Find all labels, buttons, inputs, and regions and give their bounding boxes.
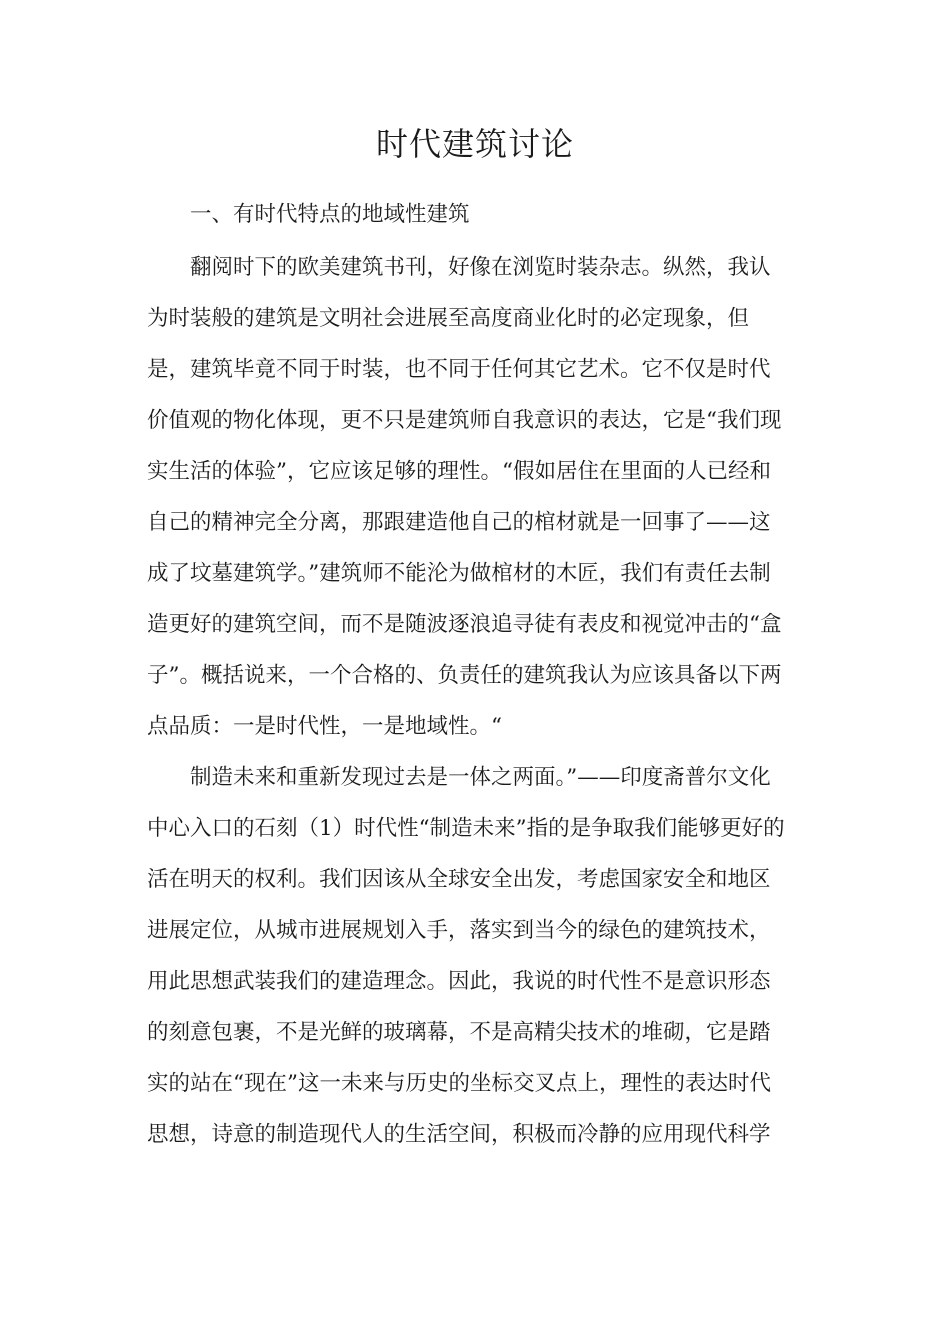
- paragraph-line: 的刻意包裹，不是光鲜的玻璃幕，不是高精尖技术的堆砌，它是踏: [147, 1020, 771, 1045]
- paragraph-line: 中心入口的石刻（1）时代性“制造未来”指的是争取我们能够更好的: [147, 816, 785, 841]
- paragraph-line: 制造未来和重新发现过去是一体之两面。”——印度斋普尔文化: [190, 765, 771, 790]
- paragraph-line: 思想，诗意的制造现代人的生活空间，积极而冷静的应用现代科学: [147, 1122, 771, 1147]
- document-title: 时代建筑讨论: [375, 125, 574, 163]
- paragraph-line: 是，建筑毕竟不同于时装，也不同于任何其它艺术。它不仅是时代: [147, 357, 771, 382]
- paragraph-line: 实的站在“现在”这一未来与历史的坐标交叉点上，理性的表达时代: [147, 1071, 771, 1096]
- paragraph-line: 进展定位，从城市进展规划入手，落实到当今的绿色的建筑技术，: [147, 918, 771, 943]
- paragraph-line: 翻阅时下的欧美建筑书刊，好像在浏览时装杂志。纵然，我认: [190, 255, 771, 280]
- paragraph-line: 造更好的建筑空间，而不是随波逐浪追寻徒有表皮和视觉冲击的“盒: [147, 612, 782, 637]
- paragraph-line: 自己的精神完全分离，那跟建造他自己的棺材就是一回事了——这: [147, 510, 771, 535]
- paragraph-line: 为时装般的建筑是文明社会进展至高度商业化时的必定现象，但: [147, 306, 750, 331]
- paragraph-line: 点品质：一是时代性，一是地域性。“: [147, 714, 502, 739]
- paragraph-line: 用此思想武装我们的建造理念。因此，我说的时代性不是意识形态: [147, 969, 771, 994]
- paragraph-line: 子”。概括说来，一个合格的、负责任的建筑我认为应该具备以下两: [147, 663, 782, 688]
- paragraph-line: 实生活的体验”，它应该足够的理性。“假如居住在里面的人已经和: [147, 459, 771, 484]
- paragraph-line: 价值观的物化体现，更不只是建筑师自我意识的表达，它是“我们现: [147, 408, 782, 433]
- section-heading: 一、有时代特点的地域性建筑: [190, 202, 470, 227]
- paragraph-line: 活在明天的权利。我们因该从全球安全出发，考虑国家安全和地区: [147, 867, 771, 892]
- paragraph-line: 成了坟墓建筑学。”建筑师不能沦为做棺材的木匠，我们有责任去制: [147, 561, 771, 586]
